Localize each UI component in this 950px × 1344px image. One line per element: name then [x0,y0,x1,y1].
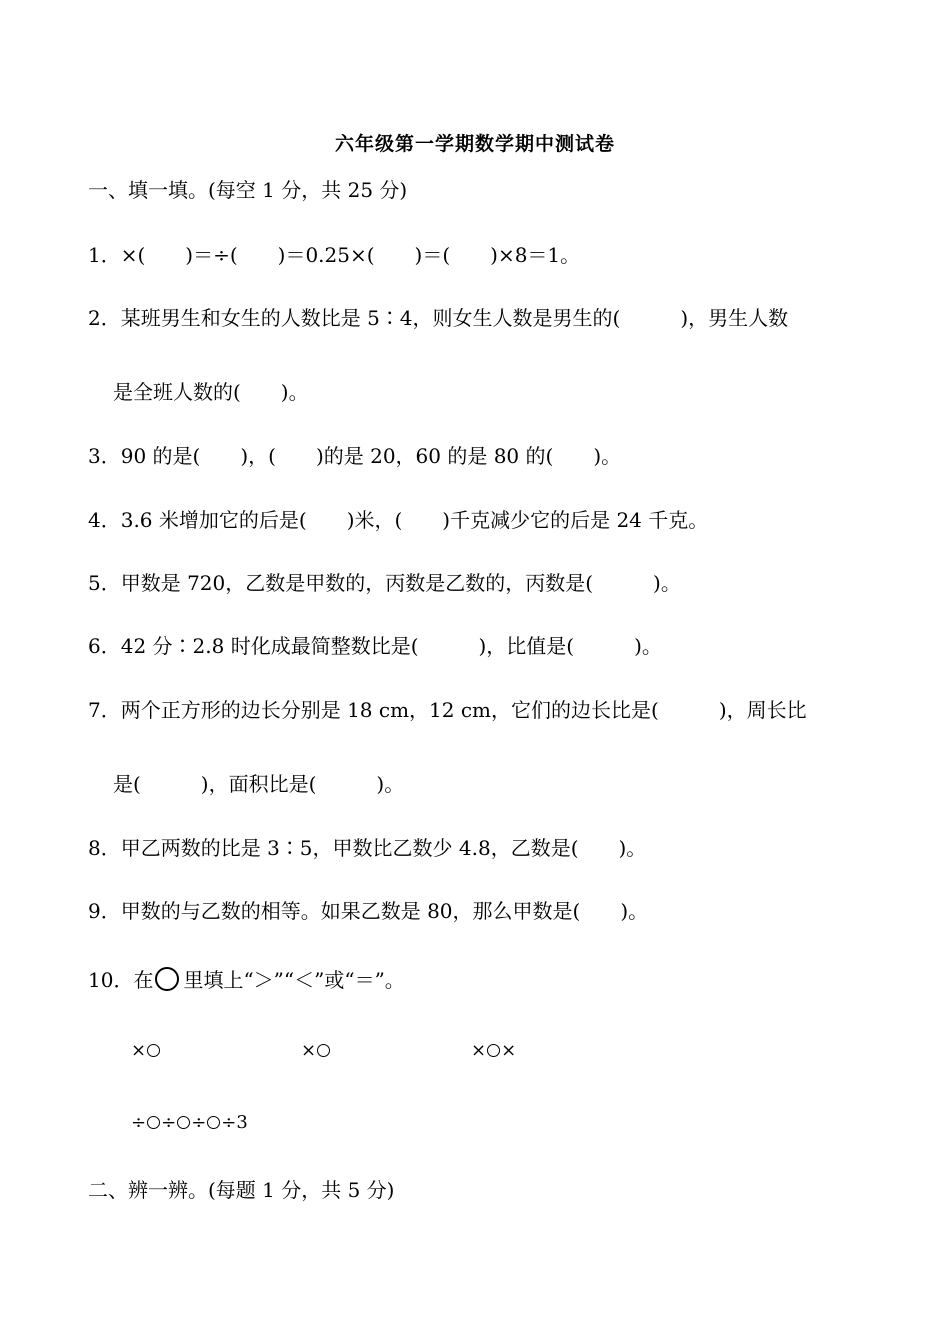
comparison-3: × × [471,1040,517,1061]
comparison-2: × [301,1038,331,1064]
question-10 [88,966,405,994]
compare-circle[interactable] [207,1116,220,1129]
question-5: 5．甲数是 720，乙数是甲数的，丙数是乙数的，丙数是( )。 [88,571,681,595]
comparison-1: × [131,1038,161,1064]
compare-circle[interactable] [487,1044,500,1057]
question-2-line2: 是全班人数的( )。 [113,380,309,404]
section2-heading: 二、辨一辨。(每题 1 分，共 5 分) [88,1178,395,1202]
question-7-line1: 7．两个正方形的边长分别是 18 cm，12 cm，它们的边长比是( )，周长比 [88,698,807,722]
question-3: 3．90 的是( )，( )的是 20，60 的是 80 的( )。 [88,444,622,468]
compare-circle[interactable] [317,1044,330,1057]
compare-circle[interactable] [177,1116,190,1129]
question-10-prefix: 10．在 [88,968,154,992]
question-6: 6．42 分∶2.8 时化成最简整数比是( )，比值是( )。 [88,634,662,658]
question-2-line1: 2．某班男生和女生的人数比是 5∶4，则女生人数是男生的( )，男生人数 [88,306,789,330]
compare-circle[interactable] [147,1116,160,1129]
question-4: 4．3.6 米增加它的后是( )米，( )千克减少它的后是 24 千克。 [88,508,709,532]
compare-circle[interactable] [147,1044,160,1057]
circle-icon [155,967,179,991]
comparison-4: ÷ ÷ ÷ ÷3 [131,1112,248,1133]
section1-heading: 一、填一填。(每空 1 分，共 25 分) [88,178,408,202]
question-9: 9．甲数的与乙数的相等。如果乙数是 80，那么甲数是( )。 [88,899,649,923]
question-1: 1．×( )＝÷( )＝0.25×( )＝( )×8＝1。 [88,243,581,267]
page-title: 六年级第一学期数学期中测试卷 [334,133,615,155]
question-10-suffix: 里填上“＞”“＜”或“＝”。 [183,968,405,992]
question-8: 8．甲乙两数的比是 3∶5，甲数比乙数少 4.8，乙数是( )。 [88,836,647,860]
question-7-line2: 是( )，面积比是( )。 [113,772,405,796]
